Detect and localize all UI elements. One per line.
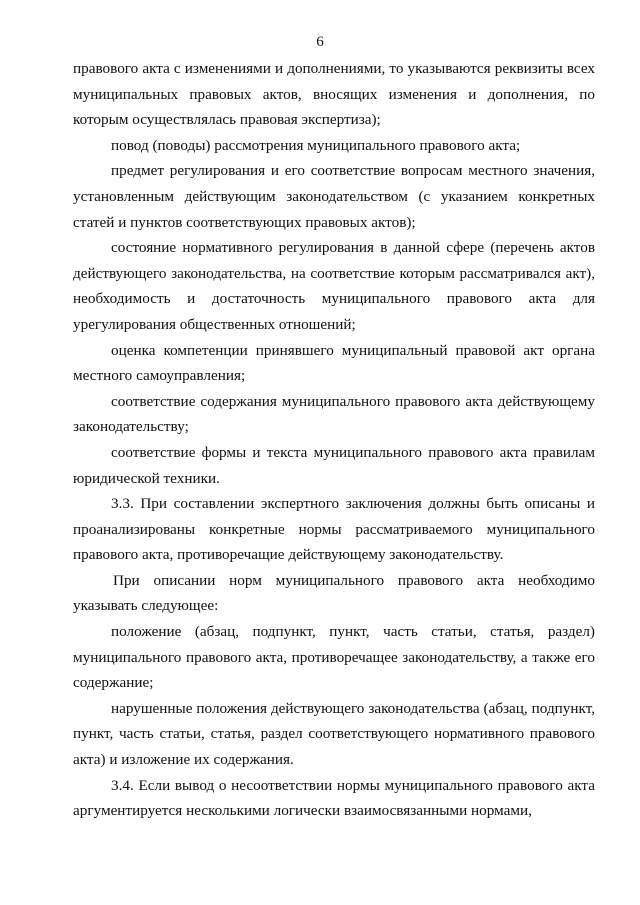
paragraph-section-3-4: 3.4. Если вывод о несоответствии нормы муниципального правового акта аргументируется несколькими логически взаимосвязанными нормами,: [73, 776, 595, 820]
paragraph-continuation: правового акта с изменениями и дополнениями, то указываются реквизиты всех муниципальных правовых актов, вносящих изменения и дополнения, по которым осуществлялась правовая экспертиза);: [73, 60, 595, 129]
paragraph-content-compliance: соответствие содержания муниципального правового акта действующему законодательству;: [73, 392, 595, 436]
paragraph-violated-provisions: нарушенные положения действующего законодательства (абзац, подпункт, пункт, часть статьи, статья, раздел соответствующего нормативного правового акта) и изложение их содержания.: [73, 699, 595, 769]
paragraph-competence: оценка компетенции принявшего муниципальный правовой акт органа местного самоуправления;: [73, 341, 595, 385]
paragraph-subject: предмет регулирования и его соответствие вопросам местного значения, установленным действующим законодательством (с указанием конкретных статей и пунктов соответствующих правовых актов);: [73, 162, 595, 231]
paragraph-section-3-3: 3.3. При составлении экспертного заключения должны быть описаны и проанализированы конкретные нормы рассматриваемого муниципального правового акта, противоречащие действующему законодательству.: [73, 495, 595, 564]
paragraph-reason: повод (поводы) рассмотрения муниципального правового акта;: [111, 136, 521, 154]
page-number: 6: [316, 34, 324, 50]
paragraph-regulation-state: состояние нормативного регулирования в данной сфере (перечень актов действующего законодательства, на соответствие которым рассматривался акт), необходимость и достаточность муниципального правового акта для урегулирования общественных отношений;: [73, 239, 595, 333]
paragraph-form-compliance: соответствие формы и текста муниципального правового акта правилам юридической техники.: [73, 443, 595, 487]
paragraph-provision: положение (абзац, подпункт, пункт, часть статьи, статья, раздел) муниципального правового акта, противоречащее законодательству, а также его содержание;: [73, 623, 595, 692]
document-body: [73, 56, 595, 824]
paragraph-describing-norms: При описании норм муниципального правового акта необходимо указывать следующее:: [73, 571, 595, 615]
